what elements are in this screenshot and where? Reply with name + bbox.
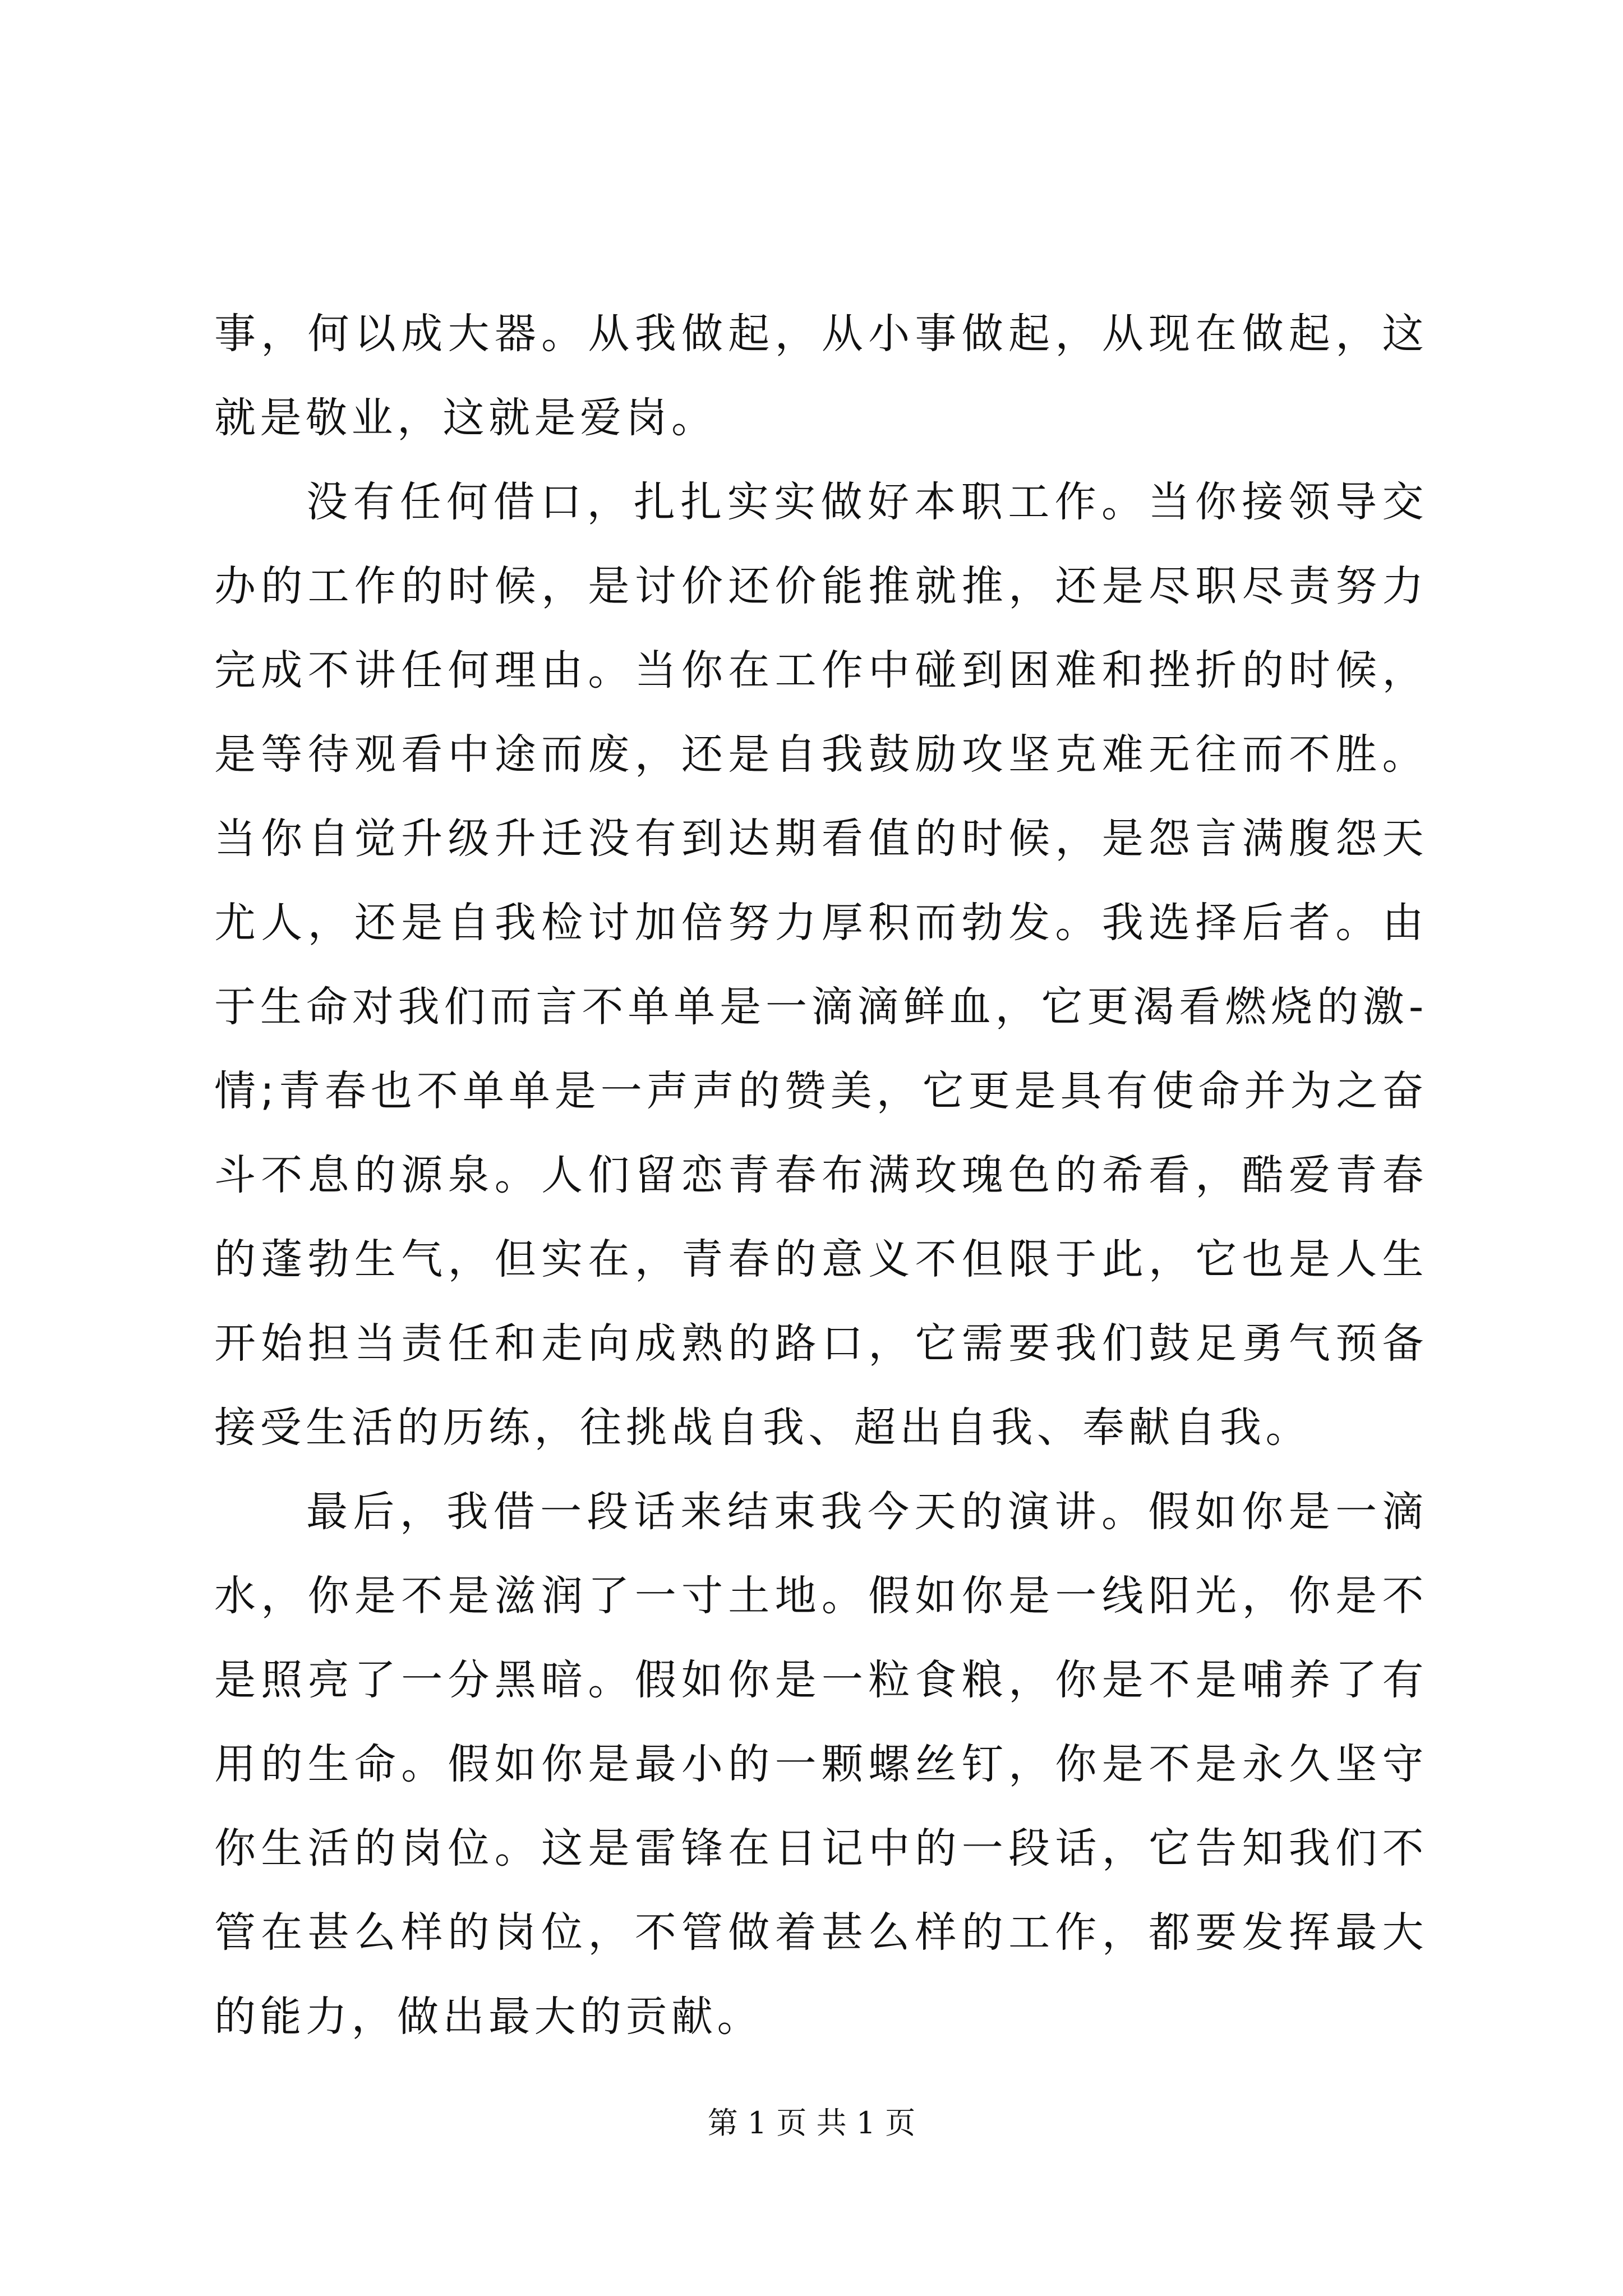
document-body — [214, 292, 1428, 2059]
page-footer: 第 1 页 共 1 页 — [707, 2105, 916, 2141]
paragraph-closing: 最后，我借一段话来结束我今天的演讲。假如你是一滴水，你是不是滋润了一寸土地。假如你是一线阳光，你是不是照亮了一分黑暗。假如你是一粒食粮，你是不是哺养了有用的生命。假如你是最小的一颗螺丝钉，你是不是永久坚守你生活的岗位。这是雷锋在日记中的一段话，它告知我们不管在甚么样的岗位，不管做着甚么样的工作，都要发挥最大的能力，做出最大的贡献。 — [214, 1488, 1428, 2041]
paragraph-no-excuses: 没有任何借口，扎扎实实做好本职工作。当你接领导交办的工作的时候，是讨价还价能推就推，还是尽职尽责努力完成不讲任何理由。当你在工作中碰到困难和挫折的时候，是等待观看中途而废，还是自我鼓励攻坚克难无往而不胜。当你自觉升级升迁没有到达期看值的时候，是怨言满腹怨天尤人，还是自我检讨加倍努力厚积而勃发。我选择后者。由于生命对我们而言不单单是一滴滴鲜血，它更渴看燃烧的激-情;青春也不单单是一声声的赞美，它更是具有使命并为之奋斗不息的源泉。人们留恋青春布满玫瑰色的希看，酷爱青春的蓬勃生气，但实在，青春的意义不但限于此，它也是人生开始担当责任和走向成熟的路口，它需要我们鼓足勇气预备接受生活的历练，往挑战自我、超出自我、奉献自我。 — [214, 478, 1428, 1452]
paragraph-continuation: 事，何以成大器。从我做起，从小事做起，从现在做起，这就是敬业，这就是爱岗。 — [214, 310, 1428, 442]
